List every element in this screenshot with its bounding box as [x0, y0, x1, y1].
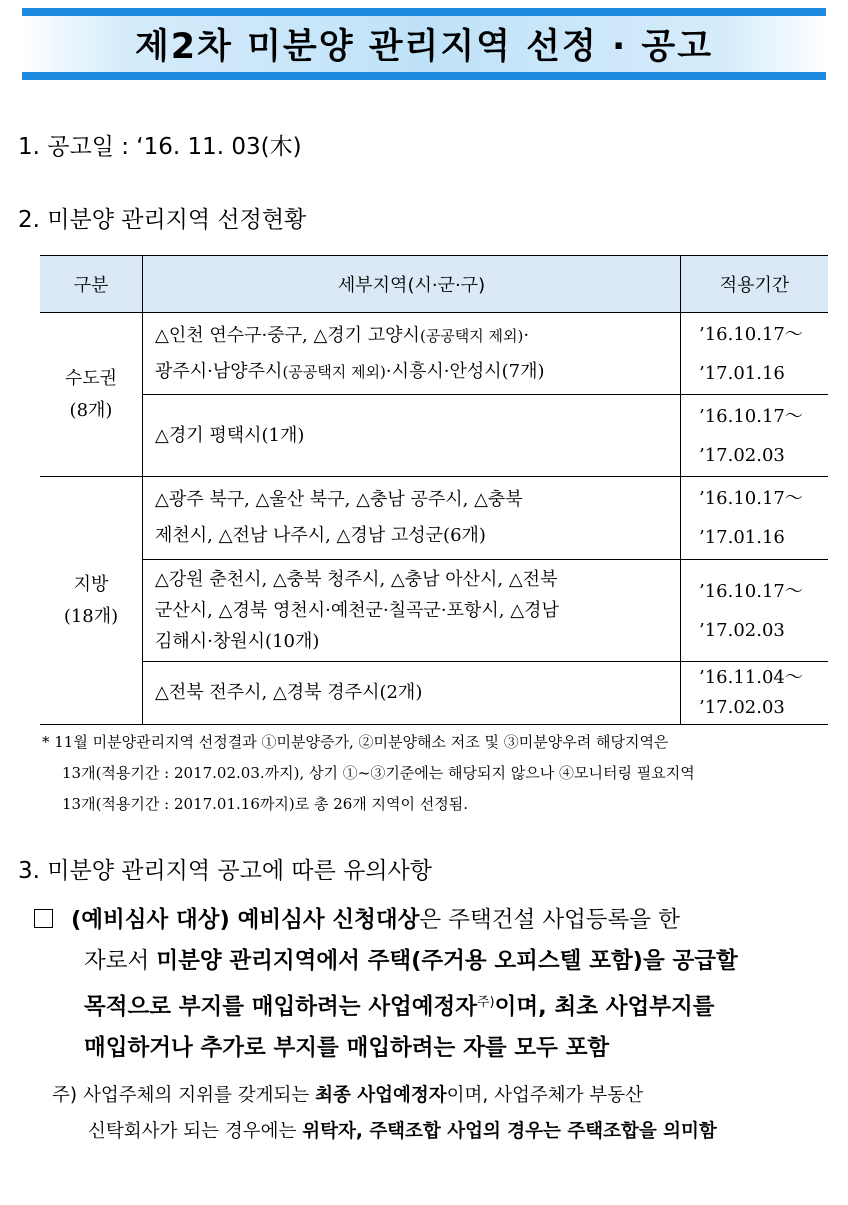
header-category: 구분 [40, 256, 143, 313]
detail-text: △경기 평택시(1개) [155, 424, 305, 446]
note-line: 13개(적용기간 : 2017.01.16까지)로 총 26개 지역이 선정됨. [62, 795, 469, 813]
group-name: 지방 [73, 573, 109, 595]
footnote-text: 신탁회사가 되는 경우에는 [88, 1121, 303, 1142]
footnote [52, 1078, 842, 1150]
detail-text: 제천시, △전남 나주시, △경남 고성군(6개) [155, 525, 486, 546]
notice-line [32, 900, 832, 941]
period-start: ’16.10.17～ [699, 405, 803, 427]
group-provinces [40, 477, 143, 725]
period-cell [681, 395, 829, 477]
period-cell [681, 313, 829, 395]
table-row [40, 560, 828, 662]
notice-paragraph [32, 900, 832, 1069]
notice-line [32, 1028, 832, 1069]
footnote-line [52, 1114, 842, 1150]
period-end: ’17.02.03 [699, 444, 785, 466]
footnote-bold-text: 최종 사업예정자 [315, 1085, 447, 1106]
section-3-heading: 3. 미분양 관리지역 공고에 따른 유의사항 [18, 858, 432, 884]
section-2-heading: 2. 미분양 관리지역 선정현황 [18, 207, 307, 233]
detail-text: 김해시·창원시(10개) [155, 631, 320, 652]
detail-text: 군산시, △경북 영천시·예천군·칠곡군·포항시, △경남 [155, 600, 559, 621]
section-1-heading: 1. 공고일 : ‘16. 11. 03(木) [18, 134, 302, 160]
note-line: 13개(적용기간 : 2017.02.03.까지), 상기 ①~③기준에는 해당되지 않으나 ④모니터링 필요지역 [62, 764, 695, 782]
checkbox-icon [34, 909, 53, 928]
detail-cell [143, 395, 681, 477]
notice-bold-text: 매입하거나 추가로 부지를 매입하려는 자를 모두 포함 [84, 1035, 610, 1061]
footnote-text: 이며, 사업주체가 부동산 [446, 1085, 643, 1106]
header-period: 적용기간 [681, 256, 829, 313]
detail-note: (공공택지 제외) [282, 362, 386, 381]
banner-body [22, 16, 826, 72]
period-start: ’16.11.04～ [699, 667, 803, 688]
period-end: ’17.02.03 [699, 619, 785, 641]
period-end: ’17.02.03 [699, 697, 785, 718]
period-start: ’16.10.17～ [699, 580, 803, 602]
notice-text: 자로서 [84, 948, 157, 974]
footnote-line [52, 1078, 842, 1114]
detail-text: △강원 춘천시, △충북 청주시, △충남 아산시, △전북 [155, 569, 558, 590]
detail-text: △광주 북구, △울산 북구, △충남 공주시, △충북 [155, 489, 523, 510]
group-count: (18개) [63, 605, 119, 627]
footnote-text: 주) 사업주체의 지위를 갖게되는 [52, 1085, 316, 1106]
detail-cell [143, 560, 681, 662]
detail-text: · [523, 324, 530, 346]
header-detail: 세부지역(시·군·구) [143, 256, 681, 313]
page-title: 제2차 미분양 관리지역 선정 · 공고 [134, 27, 714, 67]
detail-cell [143, 477, 681, 560]
group-count: (8개) [69, 399, 113, 421]
notice-bold-text: 미분양 관리지역에서 주택(주거용 오피스텔 포함)을 공급할 [156, 948, 738, 974]
notice-bold-text: 이며, 최초 사업부지를 [494, 994, 715, 1020]
detail-cell [143, 662, 681, 725]
table-row [40, 313, 828, 395]
table-row [40, 662, 828, 725]
detail-text: 광주시·남양주시 [155, 360, 283, 382]
notice-text: 은 주택건설 사업등록을 한 [419, 907, 680, 933]
table-header-row [40, 256, 828, 313]
period-cell [681, 477, 829, 560]
detail-cell [143, 313, 681, 395]
banner-top-bar [22, 8, 826, 16]
notice-line [32, 941, 832, 982]
banner-bottom-bar [22, 72, 826, 80]
period-start: ’16.10.17～ [699, 488, 803, 509]
table-row [40, 395, 828, 477]
detail-text: ·시흥시·안성시(7개) [385, 360, 545, 382]
detail-note: (공공택지 제외) [419, 326, 524, 345]
notice-bold-text: 목적으로 부지를 매입하려는 사업예정자 [84, 994, 477, 1020]
regions-table [40, 255, 828, 725]
table-row [40, 477, 828, 560]
notice-bold-text: (예비심사 대상) 예비심사 신청대상 [71, 907, 420, 933]
detail-text: △전북 전주시, △경북 경주시(2개) [155, 682, 423, 703]
detail-text: △인천 연수구·중구, △경기 고양시 [155, 324, 420, 346]
footnote-marker: 주) [477, 995, 495, 1010]
period-start: ’16.10.17～ [699, 323, 803, 345]
group-name: 수도권 [64, 367, 118, 389]
group-capital [40, 313, 143, 477]
selection-note [42, 727, 832, 820]
period-end: ’17.01.16 [699, 527, 785, 548]
period-cell [681, 662, 829, 725]
note-line: * 11월 미분양관리지역 선정결과 ①미분양증가, ②미분양해소 저조 및 ③미분양우려 해당지역은 [42, 733, 669, 751]
footnote-bold-text: 위탁자, 주택조합 사업의 경우는 주택조합을 의미함 [302, 1121, 717, 1142]
period-end: ’17.01.16 [699, 362, 785, 384]
notice-line [32, 982, 832, 1028]
period-cell [681, 560, 829, 662]
title-banner [22, 8, 826, 80]
